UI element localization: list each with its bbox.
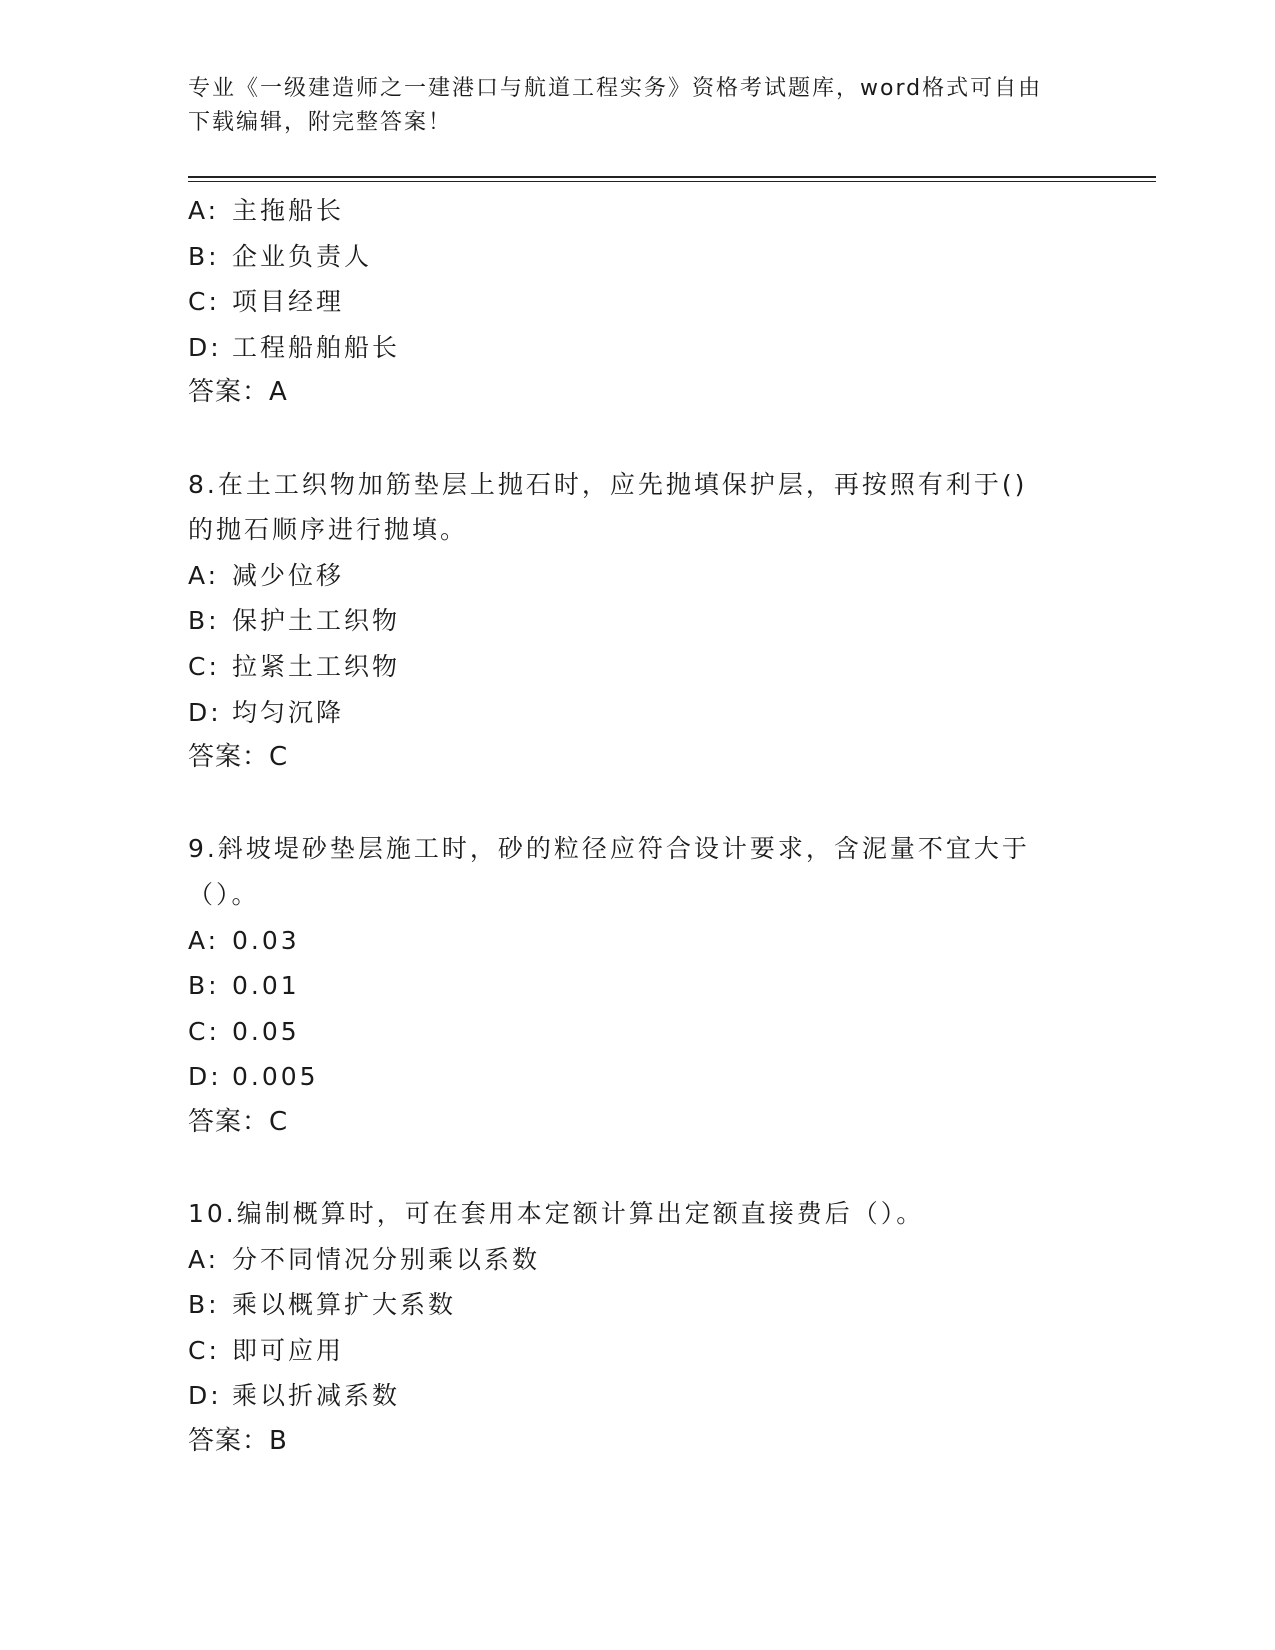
answer-line: 答案：B — [188, 1426, 288, 1457]
option-text: 拉紧土工织物 — [232, 651, 401, 681]
option-c — [188, 1009, 1088, 1055]
option-b — [188, 234, 1088, 280]
answer-line: 答案：C — [188, 742, 289, 773]
option-text: 减少位移 — [232, 560, 345, 590]
option-a — [188, 188, 1088, 234]
answer-line: 答案：C — [188, 1106, 289, 1137]
option-c — [188, 1328, 1088, 1374]
option-letter: B: — [188, 241, 220, 271]
option-letter: C: — [188, 287, 220, 317]
header-line-1: 专业《一级建造师之一建港口与航道工程实务》资格考试题库，word格式可自由 — [188, 76, 1043, 101]
answer-line: 答案：A — [188, 377, 288, 408]
option-letter: C: — [188, 1335, 220, 1365]
option-letter: A: — [188, 1244, 220, 1274]
question-stem-continued: （）。 — [188, 879, 260, 909]
option-letter: C: — [188, 651, 220, 681]
question-10 — [188, 1191, 1088, 1465]
header-line-2: 下载编辑，附完整答案！ — [188, 110, 453, 135]
question-stem: 10.编制概算时，可在套用本定额计算出定额直接费后（）。 — [188, 1199, 925, 1229]
option-text: 主拖船长 — [232, 196, 345, 225]
option-b — [188, 1282, 1088, 1328]
option-letter: B: — [188, 1290, 220, 1320]
option-b — [188, 963, 1088, 1009]
option-text: 企业负责人 — [232, 241, 373, 271]
option-c — [188, 279, 1088, 325]
option-a — [188, 553, 1088, 599]
option-text: 保护土工织物 — [232, 606, 401, 636]
document-header — [188, 72, 1088, 140]
option-text: 乘以概算扩大系数 — [232, 1290, 457, 1320]
question-list — [188, 188, 1088, 1465]
spacer — [188, 416, 1088, 462]
option-text: 0.01 — [232, 971, 300, 1001]
question-8 — [188, 462, 1088, 781]
option-d — [188, 1373, 1088, 1419]
question-stem: 8.在土工织物加筋垫层上抛石时，应先抛填保护层，再按照有利于() — [188, 469, 1028, 499]
option-d — [188, 1054, 1088, 1100]
option-text: 0.005 — [232, 1062, 319, 1092]
question-stem-continued: 的抛石顺序进行抛填。 — [188, 515, 469, 545]
option-text: 0.03 — [232, 925, 300, 955]
option-text: 项目经理 — [232, 287, 345, 317]
option-a — [188, 918, 1088, 964]
spacer — [188, 781, 1088, 827]
option-d — [188, 690, 1088, 736]
spacer — [188, 1145, 1088, 1191]
option-text: 均匀沉降 — [232, 697, 345, 727]
option-d — [188, 325, 1088, 371]
option-text: 分不同情况分别乘以系数 — [232, 1244, 541, 1274]
option-letter: A: — [188, 196, 220, 225]
option-c — [188, 644, 1088, 690]
option-a — [188, 1237, 1088, 1283]
option-letter: D: — [188, 1381, 222, 1411]
option-letter: A: — [188, 560, 220, 590]
question-7 — [188, 188, 1088, 416]
question-stem: 9.斜坡堤砂垫层施工时，砂的粒径应符合设计要求，含泥量不宜大于 — [188, 834, 1030, 864]
option-text: 乘以折减系数 — [232, 1381, 401, 1411]
header-divider — [188, 176, 1156, 182]
option-text: 即可应用 — [232, 1335, 345, 1365]
option-letter: D: — [188, 697, 222, 727]
option-text: 0.05 — [232, 1016, 300, 1046]
option-b — [188, 598, 1088, 644]
question-9 — [188, 826, 1088, 1145]
option-letter: C: — [188, 1016, 220, 1046]
option-letter: D: — [188, 1062, 222, 1092]
option-letter: B: — [188, 971, 220, 1001]
option-letter: B: — [188, 606, 220, 636]
option-letter: D: — [188, 332, 222, 362]
option-letter: A: — [188, 925, 220, 955]
option-text: 工程船舶船长 — [232, 332, 401, 362]
